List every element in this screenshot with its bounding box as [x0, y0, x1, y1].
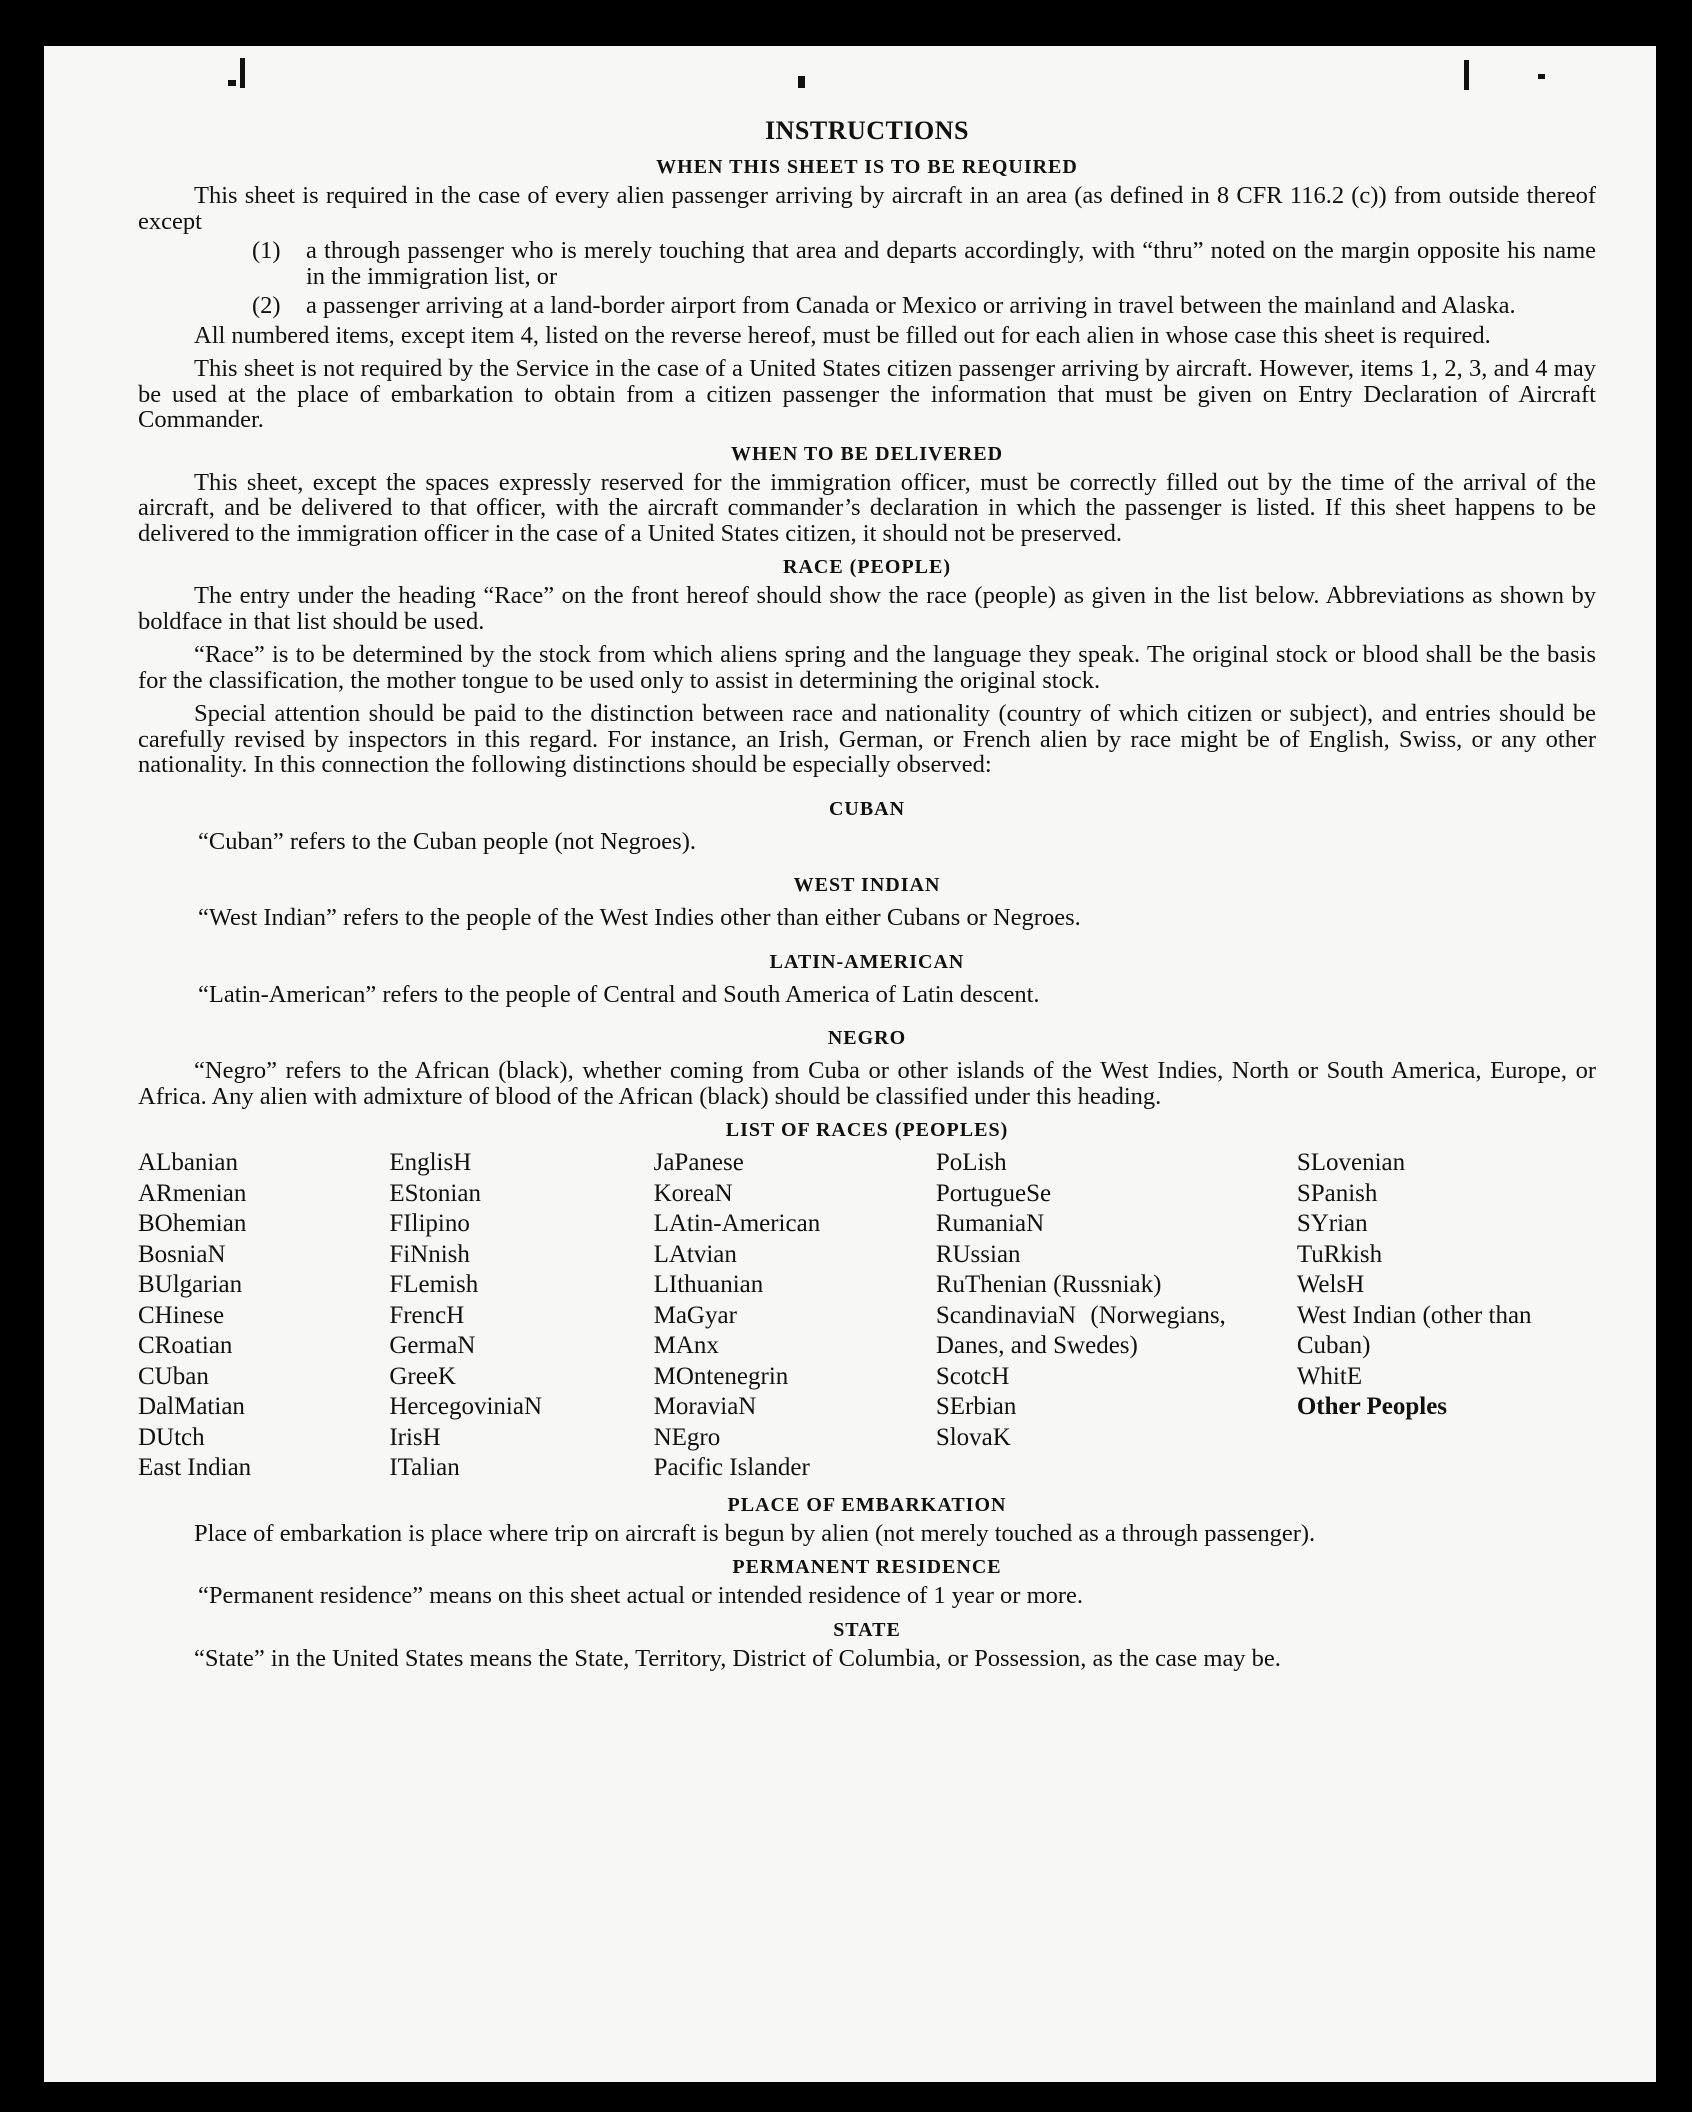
race-entry: RuThenian (Russniak): [935, 1271, 1162, 1298]
race-entry: PortugueSe: [935, 1179, 1052, 1207]
scan-mark: [1464, 60, 1469, 90]
race-entry: ScandinaviaN (Norwegians, Danes, and Swedes): [935, 1301, 1226, 1359]
race-entry: ScotcH: [935, 1362, 1010, 1390]
paragraph: “State” in the United States means the State, Territory, District of Columbia, or Possession, as the case may be.: [194, 1644, 1281, 1672]
race-entry: GermaN: [389, 1332, 476, 1359]
race-entry: DUtch: [138, 1423, 205, 1451]
race-entry: IrisH: [389, 1423, 441, 1451]
race-entry: SPanish: [1296, 1179, 1378, 1207]
race-entry: ARmenian: [138, 1179, 247, 1207]
heading-cuban: CUBAN: [828, 797, 906, 820]
scan-mark: [240, 58, 245, 88]
heading-state: STATE: [833, 1618, 901, 1641]
race-entry: WhitE: [1296, 1362, 1363, 1390]
race-entry: Pacific Islander: [653, 1454, 810, 1481]
heading-when-required: WHEN THIS SHEET IS TO BE REQUIRED: [656, 156, 1078, 178]
races-column: [389, 1148, 653, 1484]
race-entry: ITalian: [389, 1454, 460, 1481]
race-entry: CUban: [138, 1362, 209, 1390]
race-entry: KoreaN: [653, 1179, 733, 1207]
race-entry: CRoatian: [138, 1332, 233, 1359]
list-item: [252, 293, 1596, 319]
item-number: (1): [252, 237, 281, 264]
race-entry: MOntenegrin: [653, 1362, 789, 1390]
item-number: (2): [252, 292, 281, 319]
heading-list-of-races: LIST OF RACES (PEOPLES): [725, 1119, 1009, 1141]
item-text: a through passenger who is merely touching that area and departs accordingly, with “thru” noted on the margin opposite his name in the immigration list, or: [306, 237, 1596, 290]
race-entry: SlovaK: [935, 1423, 1011, 1451]
race-entry: BOhemian: [138, 1210, 247, 1237]
race-entry: BUlgarian: [138, 1271, 243, 1298]
race-entry: TuRkish: [1296, 1240, 1383, 1268]
race-entry: PoLish: [935, 1149, 1007, 1176]
race-entry: FIlipino: [389, 1210, 470, 1237]
page-title: INSTRUCTIONS: [765, 116, 969, 145]
paragraph: Special attention should be paid to the distinction between race and nationality (country of which citizen or subject), and entries should be carefully revised by inspectors in this regard. For instance, an Irish, German, or French alien by race might be of English, Swiss, or any other nationality. In this connection the following distinctions should be especially observed:: [138, 700, 1596, 778]
paragraph: “Race” is to be determined by the stock from which aliens spring and the language they speak. The original stock or blood shall be the basis for the classification, the mother tongue to be used only to assist in determining the original stock.: [138, 641, 1596, 694]
paragraph: The entry under the heading “Race” on the front hereof should show the race (people) as given in the list below. Abbreviations as shown by boldface in that list should be used.: [138, 582, 1596, 635]
paragraph: This sheet is required in the case of every alien passenger arriving by aircraft in an area (as defined in 8 CFR 116.2 (c)) from outside thereof except: [138, 182, 1596, 235]
race-entry: SLovenian: [1296, 1149, 1406, 1176]
paragraph: “West Indian” refers to the people of the West Indies other than either Cubans or Negroes.: [198, 904, 1081, 931]
race-entry: FrencH: [389, 1301, 465, 1329]
paragraph: “Negro” refers to the African (black), whether coming from Cuba or other islands of the West Indies, North or South America, Europe, or Africa. Any alien with admixture of blood of the African (black) should be classified under this heading.: [138, 1057, 1596, 1110]
race-entry: Other Peoples: [1296, 1393, 1448, 1420]
paragraph: This sheet is not required by the Service in the case of a United States citizen passenger arriving by aircraft. However, items 1, 2, 3, and 4 may be used at the place of embarkation to obtain from a citizen passenger the information that must be given on Entry Declaration of Aircraft Commander.: [138, 355, 1596, 433]
instructions-content: [138, 116, 1596, 1671]
heading-latin-american: LATIN-AMERICAN: [769, 950, 965, 973]
heading-when-delivered: WHEN TO BE DELIVERED: [730, 442, 1004, 465]
race-entry: FiNnish: [389, 1240, 470, 1268]
race-entry: RumaniaN: [935, 1210, 1045, 1237]
race-entry: LIthuanian: [653, 1271, 764, 1298]
race-entry: HercegoviniaN: [389, 1393, 543, 1420]
paragraph: All numbered items, except item 4, listed on the reverse hereof, must be filled out for each alien in whose case this sheet is required.: [194, 321, 1491, 349]
race-entry: RUssian: [935, 1240, 1021, 1268]
heading-west-indian: WEST INDIAN: [793, 874, 941, 896]
races-column: [936, 1148, 1297, 1484]
heading-negro: NEGRO: [827, 1027, 907, 1049]
race-entry: BosniaN: [138, 1240, 226, 1268]
race-entry: LAtin-American: [653, 1210, 821, 1237]
race-entry: LAtvian: [653, 1240, 737, 1268]
heading-race: RACE (PEOPLE): [783, 556, 951, 578]
race-entry: MAnx: [653, 1332, 719, 1359]
race-entry: East Indian: [138, 1454, 252, 1481]
race-entry: CHinese: [138, 1301, 225, 1329]
paragraph: “Permanent residence” means on this sheet actual or intended residence of 1 year or more.: [198, 1582, 1084, 1609]
document-sheet: [44, 46, 1656, 2082]
race-entry: SErbian: [935, 1393, 1017, 1420]
scan-mark: [798, 76, 805, 88]
races-column: [1297, 1148, 1596, 1484]
paragraph: This sheet, except the spaces expressly reserved for the immigration officer, must be correctly filled out by the time of the arrival of the aircraft, and be delivered to that officer, with the aircraft commander’s declaration in which the passenger is listed. If this sheet happens to be delivered to the immigration officer in the case of a United States citizen, it should not be preserved.: [138, 468, 1596, 547]
races-column: [138, 1148, 389, 1484]
race-entry: EnglisH: [389, 1149, 472, 1176]
races-column: [654, 1148, 936, 1484]
paragraph: “Latin-American” refers to the people of Central and South America of Latin descent.: [198, 980, 1040, 1008]
heading-embarkation: PLACE OF EMBARKATION: [727, 1493, 1007, 1516]
race-entry: ALbanian: [138, 1149, 238, 1176]
race-entry: JaPanese: [653, 1149, 744, 1176]
race-entry: FLemish: [389, 1271, 479, 1298]
race-entry: GreeK: [389, 1362, 456, 1390]
paragraph: Place of embarkation is place where trip on aircraft is begun by alien (not merely touched as a through passenger).: [194, 1519, 1316, 1547]
list-item: [252, 238, 1596, 289]
race-entry: DalMatian: [138, 1393, 245, 1420]
scan-mark: [1538, 74, 1545, 79]
race-entry: MaGyar: [653, 1301, 737, 1329]
race-entry: MoraviaN: [653, 1393, 757, 1420]
races-list: [138, 1148, 1596, 1484]
paragraph: “Cuban” refers to the Cuban people (not Negroes).: [198, 827, 696, 855]
race-entry: NEgro: [653, 1423, 721, 1451]
item-text: a passenger arriving at a land-border airport from Canada or Mexico or arriving in travel between the mainland and Alaska.: [306, 292, 1516, 319]
race-entry: WelsH: [1296, 1271, 1365, 1298]
heading-permanent-residence: PERMANENT RESIDENCE: [732, 1556, 1002, 1578]
race-entry: West Indian (other than Cuban): [1296, 1301, 1532, 1359]
scan-mark: [228, 80, 236, 86]
race-entry: EStonian: [389, 1179, 481, 1207]
race-entry: SYrian: [1296, 1210, 1368, 1237]
